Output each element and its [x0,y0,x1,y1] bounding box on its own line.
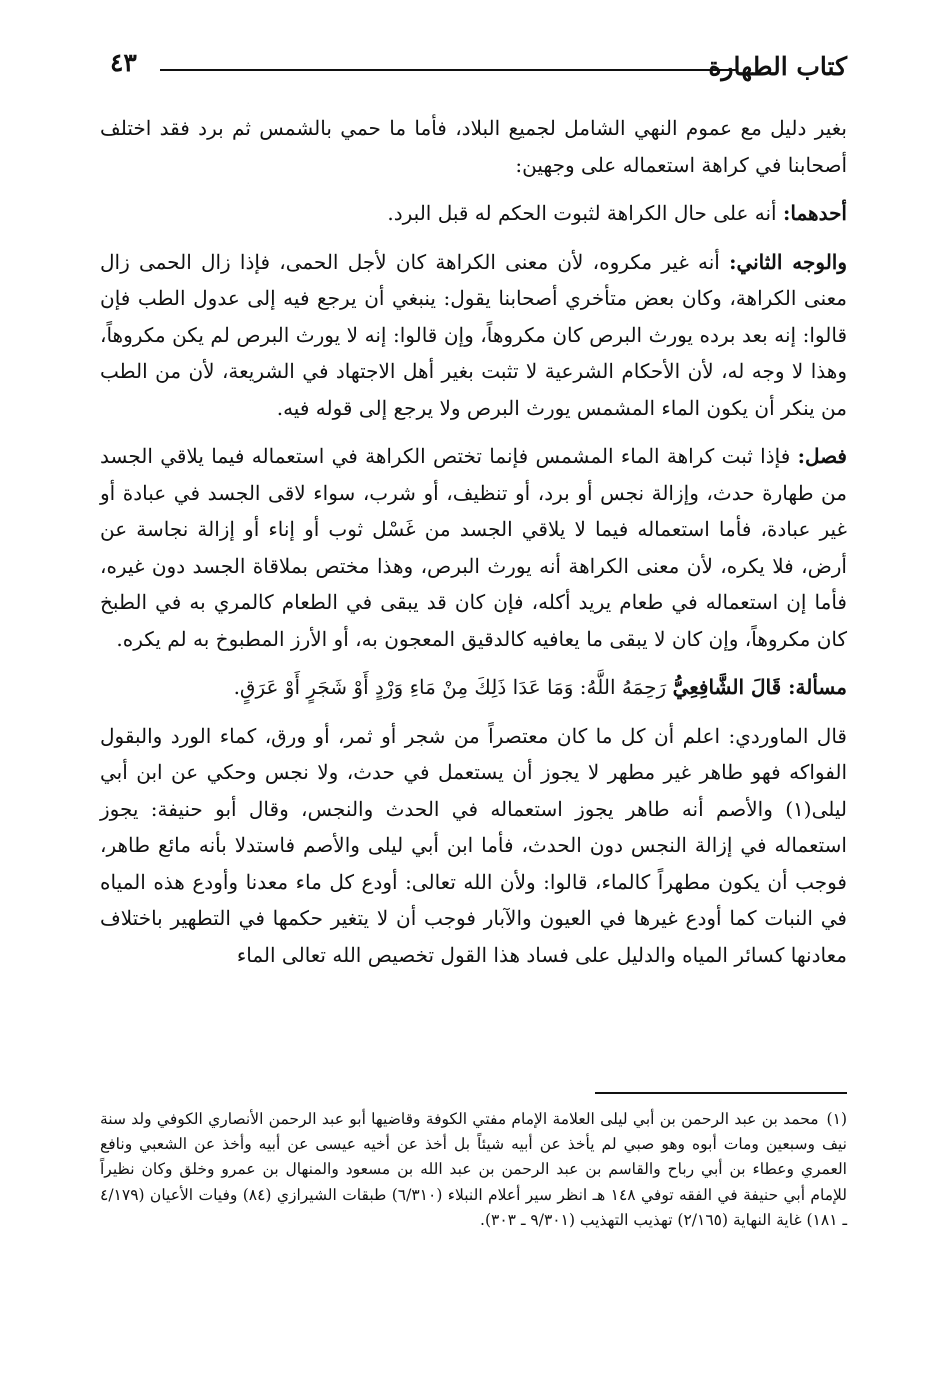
chapter-title: كتاب الطهارة [708,52,847,81]
paragraph-2-label: أحدهما: [782,201,847,225]
page-header [110,48,847,94]
paragraph-4-label: فصل: [797,444,847,468]
footnote-rule [595,1092,847,1094]
paragraph-1: بغير دليل مع عموم النهي الشامل لجميع البلاد، فأما ما حمي بالشمس ثم برد فقد اختلف أصحابنا في كراهة استعماله على وجهين: [100,116,847,177]
paragraph-5-text: رَحِمَهُ اللَّهُ: وَمَا عَدَا ذَلِكَ مِنْ مَاءِ وَرْدٍ أَوْ شَجَرٍ أَوْ عَرَقٍ. [233,675,673,699]
paragraph-5-label: مسألة: قَالَ الشَّافِعِيُّ [672,675,847,699]
footnote [100,1107,847,1233]
header-rule [160,69,737,71]
page-number: ٤٣ [110,48,137,77]
paragraph-3-text: أنه غير مكروه، لأن معنى الكراهة كان لأجل الحمى، فإذا زال الحمى زال معنى الكراهة، وكان بعض متأخري أصحابنا يقول: ينبغي أن يرجع فيه إلى عدول الطب فإن قالوا: إنه بعد برده يورث البرص كان مكروهاً، وإن قالوا: إنه لا يورث البرص لم يكن مكروهاً، وهذا لا وجه له، لأن الأحكام الشرعية لا تثبت بغير أهل الاجتهاد في الشريعة، لأن من الطب من ينكر أن يكون الماء المشمس يورث البرص ولا يرجع إلى قوله فيه. [100,249,847,420]
paragraph-5 [100,669,847,706]
main-text [100,110,847,973]
paragraph-2-text: أنه على حال الكراهة لثبوت الحكم له قبل البرد. [387,201,783,225]
paragraph-3-label: والوجه الثاني: [729,249,848,274]
paragraph-3 [100,244,847,427]
paragraph-4 [100,438,847,657]
footnote-text: محمد بن عبد الرحمن بن أبي ليلى العلامة الإمام مفتي الكوفة وقاضيها أبو عبد الرحمن الأنصاري الكوفي ولد سنة نيف وسبعين ومات أبوه وهو صبي لم يأخذ عن أبيه شيئاً بل أخذ عن أخيه عيسى عن أبيه وأخذ عن الشعبي ونافع العمري وعطاء بن أبي رباح والقاسم بن عبد الرحمن بن عبد الله بن مسعود والمنهال بن عمرو وخلق وكان نظيراً للإمام أبي حنيفة في الفقه توفي ١٤٨ هـ انظر سير أعلام النبلاء (٦/٣١٠) طبقات الشيرازي (٨٤) وفيات الأعيان (٤/١٧٩ ـ ١٨١) غاية النهاية (٢/١٦٥) تهذيب التهذيب (٩/٣٠١ ـ ٣٠٣). [100,1110,848,1229]
footnote-number: (١) [826,1110,847,1128]
paragraph-2 [100,195,847,232]
paragraph-6: قال الماوردي: اعلم أن كل ما كان معتصراً من شجر أو ثمر، أو ورق، كماء الورد والبقول الفواكه فهو طاهر غير مطهر لا يجوز أن يستعمل في حدث، ولا نجس وحكي عن ابن أبي ليلى(١) والأصم أنه طاهر يجوز استعماله في الحدث والنجس، وقال أبو حنيفة: يجوز استعماله في إزالة النجس دون الحدث، فأما ابن أبي ليلى والأصم فاستدلا بأنه مائع طاهر، فوجب أن يكون مطهراً كالماء، قالوا: ولأن الله تعالى: أودع كل ماء معدنا وأودع هذه المياه في النبات كما أودع غيرها في العيون والآبار فوجب أن لا يتغير حكمها في التطهير باختلاف معادنها كسائر المياه والدليل على فساد هذا القول تخصيص الله تعالى الماء [100,723,847,967]
paragraph-4-text: فإذا ثبت كراهة الماء المشمس فإنما تختص الكراهة في استعماله فيما يلاقي الجسد من طهارة حدث، وإزالة نجس أو برد، أو تنظيف، أو شرب، سواء لاقى الجسد في عبادة أو غير عبادة، فأما استعماله فيما لا يلاقي الجسد من غَسْل ثوب أو إناء أو إزالة نجاسة عن أرض، فلا يكره، لأن معنى الكراهة أنه يورث البرص، وهذا مختص بملاقاة الجسد دون غيره، فأما إن استعماله في طعام يريد أكله، فإن كان قد يبقى في الطعام كالمري به في الطبخ كان مكروهاً، وإن كان لا يبقى ما يعافيه كالدقيق المعجون به، أو الأرز المطبوخ به لم يكره. [100,444,847,651]
